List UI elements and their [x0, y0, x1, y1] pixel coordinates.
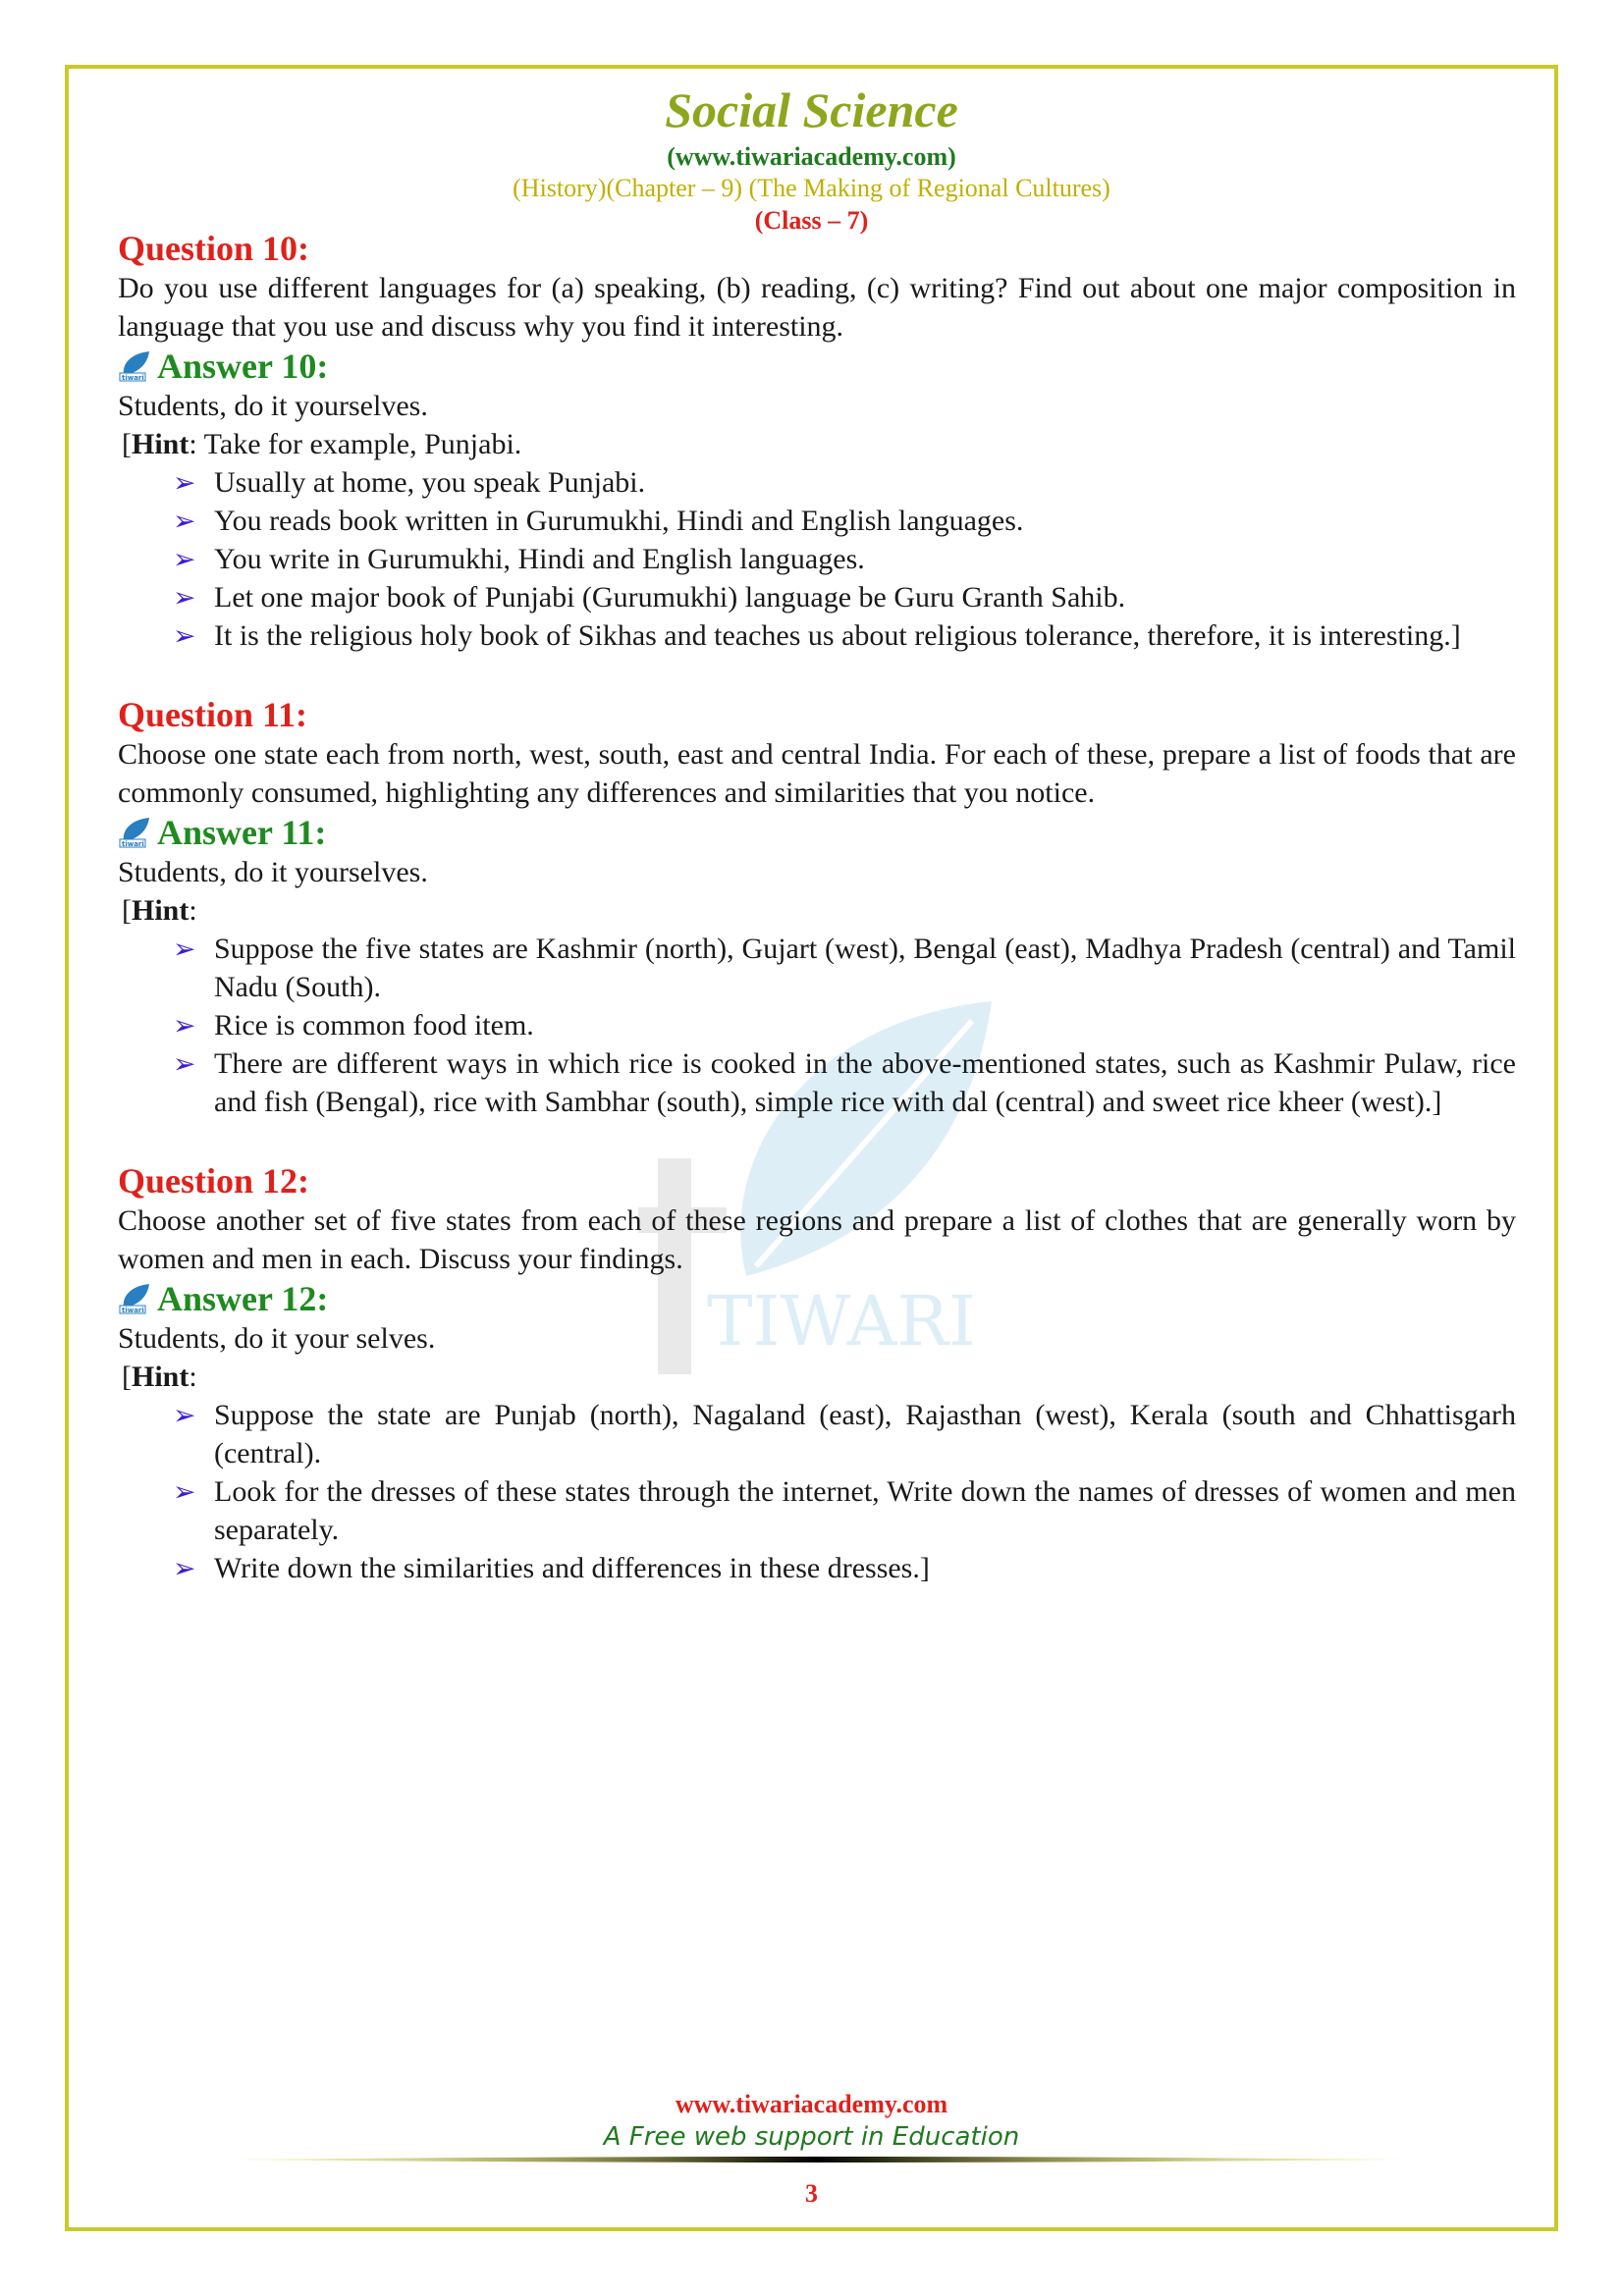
hint-label: Hint — [132, 428, 189, 460]
tiwari-leaf-icon — [118, 816, 151, 849]
subject-title: Social Science — [665, 82, 958, 137]
arrow-bullet-icon: ➢ — [173, 1475, 196, 1508]
hint-points — [118, 463, 1516, 655]
footer-divider — [228, 2156, 1406, 2163]
answer-label: Answer 12: — [157, 1279, 329, 1318]
hint-text: : Take for example, Punjabi. — [189, 428, 522, 460]
list-item: ➢ Let one major book of Punjabi (Gurumukhi) language be Guru Granth Sahib. — [173, 578, 1516, 616]
hint-points — [118, 930, 1516, 1121]
hint-text: : — [189, 1361, 197, 1393]
list-item: ➢ You write in Gurumukhi, Hindi and English languages. — [173, 540, 1516, 578]
question-block — [118, 1160, 1516, 1587]
arrow-bullet-icon: ➢ — [173, 619, 196, 652]
question-block — [118, 694, 1516, 1121]
hint-line: [Hint: — [122, 894, 197, 927]
page-number: 3 — [805, 2179, 818, 2208]
hint-line: [Hint: — [122, 1361, 197, 1393]
list-item: ➢ Rice is common food item. — [173, 1006, 1516, 1044]
list-item: ➢ Write down the similarities and differences in these dresses.] — [173, 1549, 1516, 1587]
hint-points — [118, 1396, 1516, 1587]
chapter-line: (History)(Chapter – 9) (The Making of Regional Cultures) — [513, 174, 1110, 202]
list-item: ➢ Look for the dresses of these states through the internet, Write down the names of dresses of women and men separately. — [173, 1472, 1516, 1549]
question-text: Choose one state each from north, west, south, east and central India. For each of these, prepare a list of foods that are commonly consumed, highlighting any differences and similarities that you notice. — [118, 738, 1516, 809]
main-content — [118, 228, 1516, 1587]
question-label: Question 11: — [118, 695, 308, 734]
arrow-bullet-icon: ➢ — [173, 466, 196, 499]
arrow-bullet-icon: ➢ — [173, 1399, 196, 1431]
answer-label: Answer 11: — [157, 813, 327, 852]
arrow-bullet-icon: ➢ — [173, 1009, 196, 1041]
header-website[interactable]: (www.tiwariacademy.com) — [667, 142, 956, 171]
tiwari-leaf-icon — [118, 349, 151, 383]
svg-text:tiwari: tiwari — [122, 1307, 144, 1314]
svg-text:tiwari: tiwari — [122, 374, 144, 382]
answer-text: Students, do it yourselves. — [118, 390, 428, 422]
class-line: (Class – 7) — [754, 206, 869, 235]
footer-tagline: A Free web support in Education — [603, 2122, 1020, 2152]
tiwari-leaf-icon — [118, 1282, 151, 1315]
answer-label: Answer 10: — [157, 347, 329, 386]
arrow-bullet-icon: ➢ — [173, 581, 196, 614]
arrow-bullet-icon: ➢ — [173, 505, 196, 537]
list-item: ➢ Usually at home, you speak Punjabi. — [173, 463, 1516, 502]
list-item: ➢ It is the religious holy book of Sikhas and teaches us about religious tolerance, therefore, it is interesting.] — [173, 616, 1516, 655]
question-text: Do you use different languages for (a) speaking, (b) reading, (c) writing? Find out about one major composition in language that you use and discuss why you find it interesting. — [118, 272, 1516, 343]
svg-text:tiwari: tiwari — [122, 840, 144, 848]
hint-label: Hint — [132, 894, 189, 927]
question-label: Question 12: — [118, 1161, 310, 1201]
arrow-bullet-icon: ➢ — [173, 1552, 196, 1584]
svg-text:TIWARI: TIWARI — [707, 1281, 976, 1362]
answer-heading — [118, 812, 1516, 853]
question-label: Question 10: — [118, 229, 310, 268]
list-item: ➢ Suppose the state are Punjab (north), Nagaland (east), Rajasthan (west), Kerala (south and Chhattisgarh (central). — [173, 1396, 1516, 1472]
page-header — [0, 79, 1623, 238]
arrow-bullet-icon: ➢ — [173, 543, 196, 575]
answer-heading — [118, 346, 1516, 387]
question-text: Choose another set of five states from each of these regions and prepare a list of clothes that are generally worn by women and men in each. Discuss your findings. — [118, 1204, 1516, 1275]
question-block — [118, 228, 1516, 655]
hint-line: [Hint: Take for example, Punjabi. — [122, 428, 522, 460]
page-footer — [0, 2089, 1623, 2154]
hint-label: Hint — [132, 1361, 189, 1393]
footer-website[interactable]: www.tiwariacademy.com — [675, 2090, 948, 2118]
answer-text: Students, do it your selves. — [118, 1322, 436, 1355]
answer-text: Students, do it yourselves. — [118, 856, 428, 888]
hint-text: : — [189, 894, 197, 927]
list-item: ➢ There are different ways in which rice is cooked in the above-mentioned states, such as Kashmir Pulaw, rice and fish (Bengal), rice with Sambhar (south), simple rice with dal (central) and sweet rice kheer (west).] — [173, 1044, 1516, 1121]
answer-heading — [118, 1278, 1516, 1319]
list-item: ➢ You reads book written in Gurumukhi, Hindi and English languages. — [173, 502, 1516, 540]
arrow-bullet-icon: ➢ — [173, 933, 196, 965]
list-item: ➢ Suppose the five states are Kashmir (north), Gujart (west), Bengal (east), Madhya Pradesh (central) and Tamil Nadu (South). — [173, 930, 1516, 1006]
arrow-bullet-icon: ➢ — [173, 1047, 196, 1080]
